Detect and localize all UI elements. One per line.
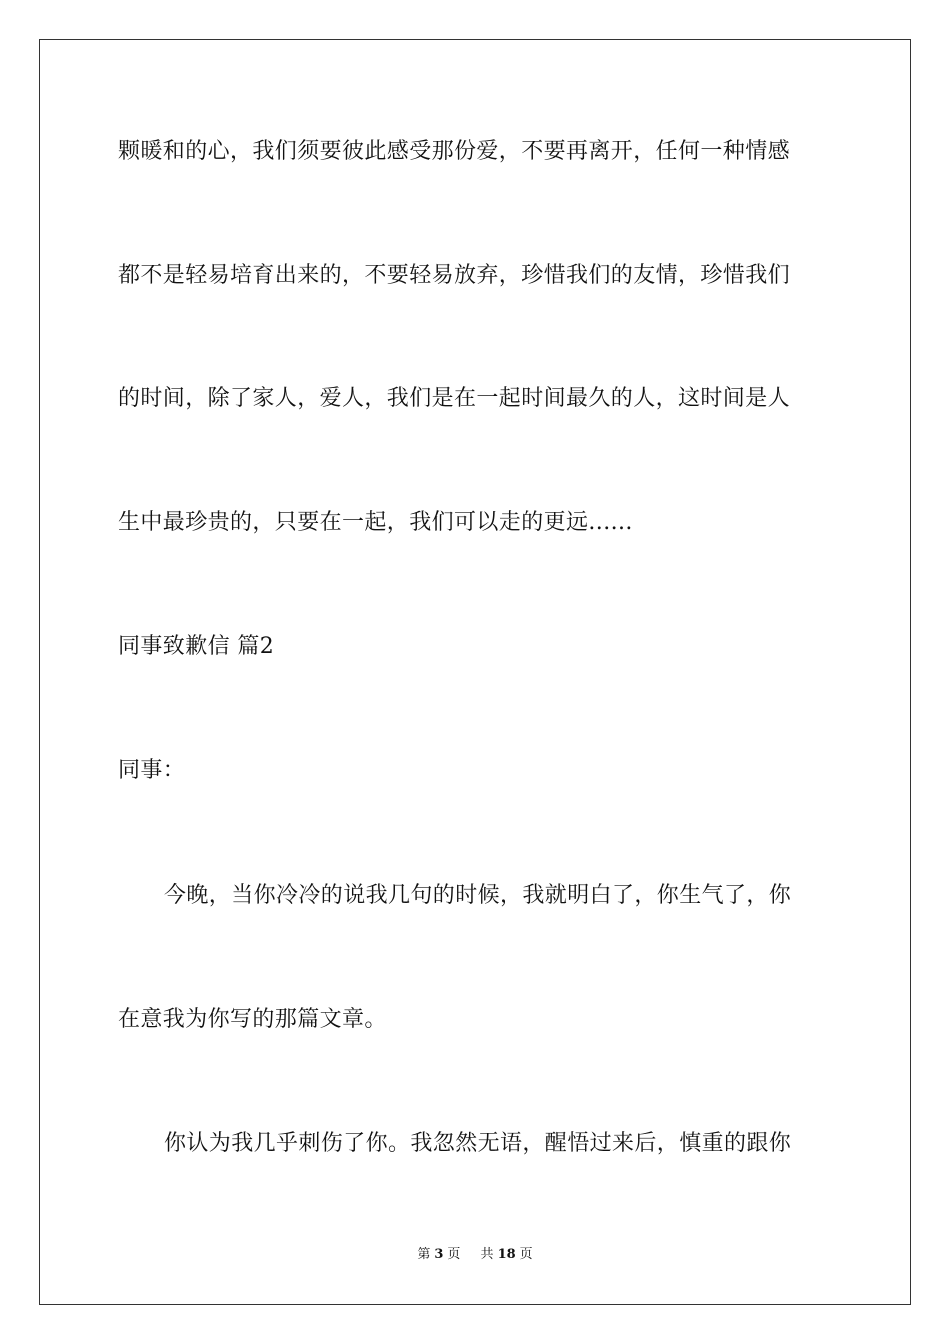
total-pages-indicator (477, 1247, 537, 1262)
total-suffix: 页 (519, 1247, 533, 1262)
page-prefix: 第 (417, 1247, 431, 1262)
total-pages-number: 18 (497, 1247, 516, 1262)
page-footer (0, 1246, 950, 1264)
body-text-line: 生中最珍贵的，只要在一起，我们可以走的更远...... (118, 510, 633, 535)
page-border (39, 39, 911, 1305)
page-suffix: 页 (447, 1247, 461, 1262)
body-text-line: 在意我为你写的那篇文章。 (118, 1007, 387, 1032)
body-text-line: 颗暖和的心，我们须要彼此感受那份爱，不要再离开，任何一种情感 (118, 139, 791, 164)
section-heading: 同事致歉信 篇2 (118, 634, 275, 659)
letter-salutation: 同事： (118, 758, 186, 783)
current-page-indicator (413, 1247, 464, 1262)
page-number: 3 (434, 1247, 444, 1262)
body-text-line: 的时间，除了家人，爱人，我们是在一起时间最久的人，这时间是人 (118, 386, 791, 411)
body-text-line: 都不是轻易培育出来的，不要轻易放弃，珍惜我们的友情，珍惜我们 (118, 263, 791, 288)
paragraph-first-line: 你认为我几乎刺伤了你。我忽然无语，醒悟过来后，慎重的跟你 (164, 1131, 792, 1156)
paragraph-first-line: 今晚，当你冷冷的说我几句的时候，我就明白了，你生气了，你 (164, 883, 792, 908)
total-prefix: 共 (480, 1247, 494, 1262)
